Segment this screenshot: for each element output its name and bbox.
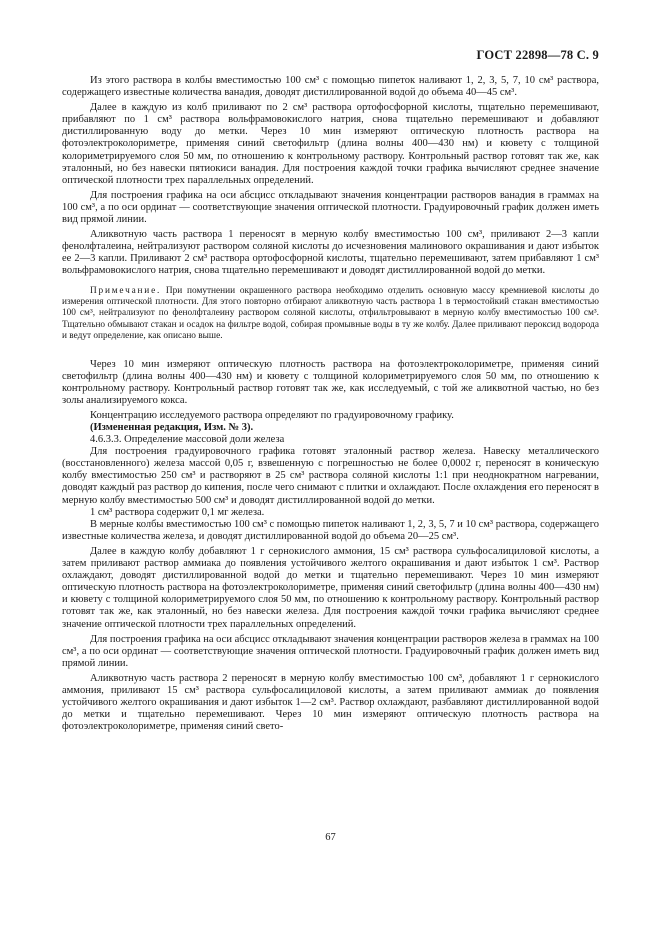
page-header: ГОСТ 22898—78 С. 9 <box>476 48 599 62</box>
paragraph: Для построения графика на оси абсцисс откладывают значения концентрации растворов железа в граммах на 100 см³, а по оси ординат — соответствующие значения оптической плотности. Градуировочный график должен иметь вид прямой линии. <box>62 633 599 669</box>
note-text: При помутнении окрашенного раствора необходимо отделить основную массу кремниевой кислоты до измерения оптической плотности. Для этого повторно отбирают аликвотную часть раствора 1 в термостойкий стакан вместимостью 100 см³, нейтрализуют по фенолфталеину раствором соляной кислоты, отфильтровывают в мерную колбу вместимостью 100 см³. Тщательно обмывают стакан и осадок на фильтре водой, собирая промывные воды в ту же колбу. Далее приливают пероксид водорода и ведут определение, как описано выше. <box>62 285 599 342</box>
paragraph: Для построения графика на оси абсцисс откладывают значения концентрации растворов ванадия в граммах на 100 см³, а по оси ординат — соответствующие значения оптической плотности. Градуировочный график должен иметь вид прямой линии. <box>62 189 599 226</box>
note-label: Примечание. <box>90 285 162 296</box>
paragraph: Для построения градуировочного графика готовят эталонный раствор железа. Навеску металлического (восстановленного) железа массой 0,05 г, взвешенную с погрешностью не более 0,0002 г, переносят в коническую колбу вместимостью 250 см³ и растворяют в 25 см³ раствора соляной кислоты 1:1 при неоднократном нагревании, доводят каждый раз раствор до кипения, после чего снимают с плитки и охлаждают. После охлаждения его переносят в мерную колбу вместимостью 500 см³ и доводят дистиллированной водой до метки. <box>62 446 599 506</box>
paragraph: Аликвотную часть раствора 1 переносят в мерную колбу вместимостью 100 см³, приливают 2—3 капли фенолфталеина, нейтрализуют раствором соляной кислоты до исчезновения малинового окрашивания и дают избыток ее 2—3 капли. Приливают 2 см³ раствора ортофосфорной кислоты, тщательно перемешивают, затем прибавляют 1 см³ вольфрамовокислого натрия, снова тщательно перемешивают и доводят дистиллированной водой до метки. <box>62 229 599 277</box>
section-heading: 4.6.3.3. Определение массовой доли железа <box>90 434 285 446</box>
document-body <box>62 75 599 736</box>
paragraph: Через 10 мин измеряют оптическую плотность раствора на фотоэлектроколориметре, применяя синий светофильтр (длина волны 400—430 нм) и кювету с толщиной колориметрируемого слоя 50 мм, по отношению к контрольному раствору. Контрольный раствор готовят так же, как исследуемый, с той же аликвотной частью, но без золы анализируемого кокса. <box>62 358 599 406</box>
paragraph: Далее в каждую из колб приливают по 2 см³ раствора ортофосфорной кислоты, тщательно перемешивают, прибавляют по 1 см³ раствора вольфрамовокислого натрия, снова тщательно перемешивают и добавляют дистиллированную воду до метки. Через 10 мин измеряют оптическую плотность раствора на фотоэлектроколориметре, применяя синий светофильтр (длина волны 400—430 нм) и кювету с толщиной колориметрируемого слоя 50 мм, по отношению к контрольному раствору. Контрольный раствор готовят так же, как эталонный, но без навески пятиокиси ванадия. Для построения каждой точки графика вычисляют среднее значение оптической плотности трех параллельных определений. <box>62 102 599 186</box>
note-paragraph <box>62 286 599 343</box>
amendment-note: (Измененная редакция, Изм. № 3). <box>90 422 254 433</box>
paragraph: Концентрацию исследуемого раствора определяют по градуировочному графику. <box>90 409 454 421</box>
page-number: 67 <box>325 832 336 843</box>
paragraph: Аликвотную часть раствора 2 переносят в мерную колбу вместимостью 100 см³, добавляют 1 г сернокислого аммония, приливают 15 см³ раствора сульфосалициловой кислоты, а затем приливают аммиак до появления устойчивого желтого окрашивания и дают избыток 1—2 см³. Раствор охлаждают, разбавляют дистиллированной водой до метки и тщательно перемешивают. Через 10 мин измеряют оптическую плотность раствора на фотоэлектроколориметре, применяя синий свето- <box>62 672 599 733</box>
paragraph: Из этого раствора в колбы вместимостью 100 см³ с помощью пипеток наливают 1, 2, 3, 5, 7, 10 см³ раствора, содержащего известные количества ванадия, доводят дистиллированной водой до объема 40—45 см³. <box>62 75 599 99</box>
paragraph: 1 см³ раствора содержит 0,1 мг железа. <box>90 506 265 518</box>
paragraph: В мерные колбы вместимостью 100 см³ с помощью пипеток наливают 1, 2, 3, 5, 7 и 10 см³ раствора, содержащего известные количества железа, и доводят дистиллированной водой до объема 20—25 см³. <box>62 518 599 542</box>
paragraph: Далее в каждую колбу добавляют 1 г сернокислого аммония, 15 см³ раствора сульфосалициловой кислоты, а затем приливают раствор аммиака до появления устойчивого желтого окрашивания и дают избыток 1 см³. Раствор охлаждают, доводят дистиллированной водой до метки и тщательно перемешивают. Через 10 мин измеряют оптическую плотность раствора на фотоэлектроколориметре, применяя синий светофильтр (длина волны 400—430 нм) и кювету с толщиной колориметрируемого слоя 50 мм, по отношению к контрольному раствору. Контрольный раствор готовят так же, как эталонный, но без навески железа. Для построения каждой точки графика вычисляют среднее значение оптической плотности трех параллельных определений. <box>62 545 599 630</box>
